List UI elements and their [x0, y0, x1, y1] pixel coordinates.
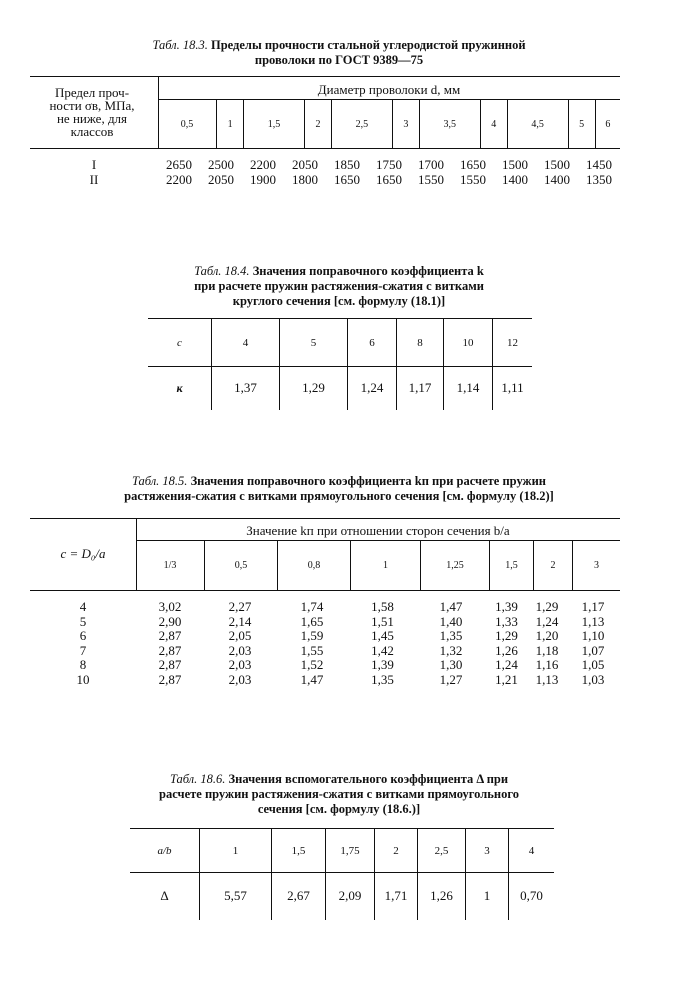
- t183-col: 2,5: [332, 100, 393, 148]
- t183-col: 0,5: [158, 100, 217, 148]
- t183-col: 2: [304, 100, 331, 148]
- t186-caption: [0, 772, 678, 817]
- table-row: [130, 872, 554, 920]
- t184-title-2: при расчете пружин растяжения-сжатия с витками: [194, 279, 484, 293]
- t185-title-2: растяжения-сжатия с витками прямоугольного сечения [см. формулу (18.2)]: [124, 489, 554, 503]
- t185-c: 7: [79, 642, 87, 658]
- t183-cell: 2050: [208, 172, 234, 187]
- t183-cell: 1700: [418, 157, 444, 172]
- t185-group-header: Значение kп при отношении сторон сечения b/a: [246, 523, 510, 538]
- t185-cell: 2,87: [158, 628, 182, 644]
- t184-row1-label: c: [148, 319, 212, 366]
- t183-cell: 1650: [376, 172, 402, 187]
- t183-col: 4,5: [507, 100, 568, 148]
- t185-cell: 1,03: [581, 671, 605, 687]
- t183-col: 1,5: [244, 100, 305, 148]
- t185-cell: 1,35: [371, 671, 394, 687]
- t185-col: 1: [351, 541, 421, 590]
- t185-cell: 2,03: [228, 642, 252, 658]
- t183-cell: 1350: [586, 172, 612, 187]
- t185-caption: [0, 474, 678, 504]
- t183-bottom-rule: [30, 148, 620, 149]
- t185-col: 3: [594, 560, 599, 571]
- table-row: [148, 366, 532, 410]
- t185-cell: 2,87: [158, 657, 182, 673]
- t185-cell: 1,30: [439, 657, 463, 673]
- table-row: [30, 172, 620, 187]
- t183-cell: 1750: [376, 157, 402, 172]
- t184-cell: 1,29: [280, 366, 348, 410]
- t186-cell: 1,71: [375, 872, 418, 920]
- t185-cell: 1,58: [371, 599, 394, 614]
- t184-cell: 5: [280, 319, 348, 366]
- t185-cell: 2,03: [228, 657, 252, 673]
- t185-cell: 1,27: [439, 671, 463, 687]
- t183-column-headers: [158, 100, 620, 148]
- t185-cell: 1,07: [581, 642, 605, 658]
- t183-col: 1: [217, 100, 244, 148]
- table-row: [30, 673, 620, 688]
- table-row: [30, 658, 620, 673]
- t183-stub-line: ности σв, МПа,: [49, 98, 135, 113]
- t183-class: II: [89, 172, 99, 187]
- t185-cell: 1,24: [495, 657, 518, 673]
- t185-cell: 1,10: [581, 628, 605, 644]
- t185-col: 0,5: [205, 541, 278, 590]
- t185-column-headers: [136, 541, 620, 590]
- t185-cell: 2,05: [228, 628, 252, 644]
- t185-cell: 1,40: [439, 613, 463, 629]
- t183-cell: 1400: [544, 172, 570, 187]
- t185-cell: 2,90: [158, 613, 182, 629]
- t186-cell: 4: [528, 844, 535, 857]
- t186-title-2: расчете пружин растяжения-сжатия с витками прямоугольного: [159, 787, 519, 801]
- t184-cell: 1,24: [348, 366, 397, 410]
- t185-c: 6: [79, 628, 87, 644]
- t186-cell: 1: [466, 872, 509, 920]
- t183-cell: 1400: [502, 172, 528, 187]
- t186-cell: 1,26: [418, 872, 466, 920]
- t183-group-header: Диаметр проволоки d, мм: [317, 82, 461, 97]
- t186-cell: 2,5: [418, 829, 466, 872]
- t183-cell: 2650: [166, 157, 192, 172]
- t183-stub-line: не ниже, для: [56, 111, 128, 126]
- t183-title-2: проволоки по ГОСТ 9389—75: [254, 53, 424, 67]
- t185-cell: 1,65: [300, 613, 324, 629]
- t183-cell: 2500: [208, 157, 234, 172]
- t185-cell: 1,21: [495, 671, 518, 687]
- t184-cell: 8: [397, 319, 444, 366]
- t184-title-1: Значения поправочного коэффициента k: [252, 264, 484, 278]
- t184-label: Табл. 18.4.: [194, 264, 250, 278]
- t186-cell: 2: [375, 829, 418, 872]
- t183-col: 3,5: [419, 100, 480, 148]
- t185-cell: 1,20: [535, 628, 559, 644]
- t185-c: 8: [79, 657, 87, 673]
- t183-col: 3: [392, 100, 419, 148]
- t183-cell: 1550: [460, 172, 486, 187]
- t186-cell: 5,57: [200, 872, 272, 920]
- t186-cell: 2,67: [272, 872, 326, 920]
- t183-cell: 1450: [586, 157, 612, 172]
- table-row: [30, 629, 620, 644]
- t184-cell: 1,17: [397, 366, 444, 410]
- t186-cell: 1,75: [326, 829, 375, 872]
- t186-cell: 1,5: [272, 829, 326, 872]
- t183-cell: 2200: [250, 157, 276, 172]
- t185-cell: 1,29: [495, 628, 518, 644]
- t184-cell: 1,14: [444, 366, 493, 410]
- t185-cell: 1,47: [439, 599, 463, 614]
- t184-table: [148, 319, 532, 410]
- t183-col: 6: [605, 118, 611, 130]
- t183-label: Табл. 18.3.: [152, 38, 208, 52]
- t185-cell: 2,14: [228, 613, 252, 629]
- t184-cell: 12: [507, 336, 518, 349]
- t185-cell: 1,13: [581, 613, 605, 629]
- t183-stub-line: классов: [70, 124, 114, 139]
- t184-cell: 1,11: [501, 380, 524, 395]
- t185-cell: 2,27: [228, 599, 252, 614]
- t183-cell: 1500: [544, 157, 570, 172]
- t186-cell: 1: [200, 829, 272, 872]
- table-row: [30, 615, 620, 630]
- t185-cell: 1,33: [495, 613, 518, 629]
- t185-title-1: Значения поправочного коэффициента kп при расчете пружин: [190, 474, 546, 488]
- t185-col: 0,8: [278, 541, 351, 590]
- t186-title-3: сечения [см. формулу (18.6.)]: [257, 802, 421, 816]
- t186-cell: 3: [466, 829, 509, 872]
- t185-cell: 1,29: [535, 599, 559, 614]
- t185-col: 2: [534, 541, 573, 590]
- table-row: [30, 600, 620, 615]
- t185-cell: 1,45: [371, 628, 394, 644]
- t185-cell: 1,13: [535, 671, 559, 687]
- table-row: [30, 644, 620, 659]
- t185-c: 10: [76, 671, 90, 687]
- t183-cell: 1650: [334, 172, 360, 187]
- t183-col: 5: [568, 100, 595, 148]
- t186-title-1: Значения вспомогательного коэффициента Δ при: [228, 772, 509, 786]
- t186-row2-label: Δ: [130, 872, 200, 920]
- t185-cell: 1,18: [535, 642, 559, 658]
- t184-title-3: круглого сечения [см. формулу (18.1)]: [232, 294, 446, 308]
- t183-cell: 1900: [250, 172, 276, 187]
- t186-cell: 2,09: [326, 872, 375, 920]
- t185-cell: 1,39: [371, 657, 394, 673]
- t183-cell: 2050: [292, 157, 318, 172]
- t185-c: 5: [79, 613, 87, 629]
- t184-cell: 4: [212, 319, 280, 366]
- t183-stub-header: [28, 86, 156, 138]
- t183-cell: 1800: [292, 172, 318, 187]
- t185-c: 4: [79, 599, 87, 614]
- t183-top-rule: [30, 76, 620, 77]
- t184-cell: 6: [348, 319, 397, 366]
- t183-cell: 1550: [418, 172, 444, 187]
- t185-cell: 1,39: [495, 599, 518, 614]
- table-row: [148, 319, 532, 366]
- t185-cell: 1,51: [371, 613, 394, 629]
- t183-cell: 1850: [334, 157, 360, 172]
- t184-row2-label: к: [148, 366, 212, 410]
- t185-cell: 2,87: [158, 671, 182, 687]
- t185-cell: 1,32: [439, 642, 463, 658]
- t185-cell: 1,24: [535, 613, 559, 629]
- t186-table: [130, 829, 554, 920]
- t185-cell: 1,55: [300, 642, 324, 658]
- t183-class: I: [91, 157, 97, 172]
- t185-cell: 1,59: [300, 628, 324, 644]
- t185-col: 1,5: [490, 541, 534, 590]
- t185-cell: 1,47: [300, 671, 324, 687]
- t185-cell: 1,05: [581, 657, 605, 673]
- t183-cell: 2200: [166, 172, 192, 187]
- t183-cell: 1500: [502, 157, 528, 172]
- t185-cell: 1,16: [535, 657, 559, 673]
- t186-row1-label: a/b: [130, 829, 200, 872]
- t183-title-1: Пределы прочности стальной углеродистой пружинной: [211, 38, 526, 52]
- t185-cell: 1,74: [300, 599, 324, 614]
- t185-body: [30, 600, 620, 688]
- t184-cell: 10: [444, 319, 493, 366]
- t185-cell: 2,03: [228, 671, 252, 687]
- t183-caption: [0, 38, 678, 68]
- t185-cell: 3,02: [158, 599, 182, 614]
- t183-body: [30, 157, 620, 187]
- t186-cell: 0,70: [520, 888, 543, 903]
- t185-cell: 2,87: [158, 642, 182, 658]
- t185-cell: 1,26: [495, 642, 518, 658]
- t184-caption: [0, 264, 678, 309]
- t185-cell: 1,42: [371, 642, 394, 658]
- t185-col: 1/3: [136, 541, 205, 590]
- t185-stub-header: c = D₀/a: [60, 546, 106, 561]
- t185-label: Табл. 18.5.: [132, 474, 188, 488]
- t183-cell: 1650: [460, 157, 486, 172]
- table-row: [30, 157, 620, 172]
- t185-cell: 1,35: [439, 628, 463, 644]
- table-row: [130, 829, 554, 872]
- t185-cell: 1,52: [300, 657, 324, 673]
- t185-top-rule: [30, 518, 620, 519]
- t185-col: 1,25: [421, 541, 490, 590]
- t185-bottom-rule: [30, 590, 620, 591]
- t183-stub-line: Предел проч-: [54, 85, 130, 100]
- t183-col: 4: [480, 100, 507, 148]
- t184-cell: 1,37: [212, 366, 280, 410]
- t186-label: Табл. 18.6.: [169, 772, 226, 786]
- t185-cell: 1,17: [581, 599, 605, 614]
